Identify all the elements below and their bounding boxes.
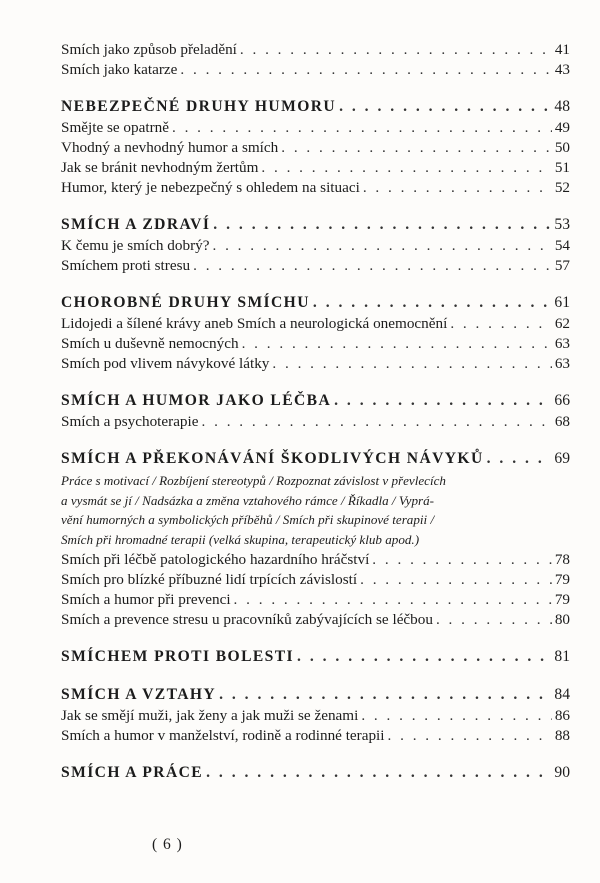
- toc-entry-page: 79: [554, 571, 570, 588]
- toc-entry-title: Smích a humor při prevenci: [61, 591, 231, 608]
- toc-heading-title: SMÍCH A HUMOR JAKO LÉČBA: [61, 392, 332, 409]
- toc-entry-title: Smích jako způsob přeladění: [61, 41, 237, 58]
- toc-heading-title: SMÍCH A VZTAHY: [61, 686, 217, 703]
- toc-section-heading: [61, 96, 570, 118]
- toc-heading-page: 48: [554, 98, 570, 115]
- toc-entry: [61, 138, 570, 158]
- toc-heading-title: SMÍCH A PRÁCE: [61, 764, 204, 781]
- subtopics-line: a vysmát se jí / Nadsázka a změna vztahového rámce / Říkadla / Vyprá-: [61, 492, 434, 508]
- dot-leader: [372, 550, 552, 570]
- toc-entry-title: Smích pro blízké příbuzné lidí trpících závislostí: [61, 571, 358, 588]
- toc-section-heading: [61, 390, 570, 412]
- toc-heading-title: SMÍCH A PŘEKONÁVÁNÍ ŠKODLIVÝCH NÁVYKŮ: [61, 450, 484, 467]
- dot-leader: [436, 610, 552, 630]
- toc-entry: [61, 590, 570, 610]
- toc-entry: [61, 60, 570, 80]
- toc-entry-title: Smích a humor v manželství, rodině a rodinné terapii: [61, 727, 385, 744]
- dot-leader: [361, 706, 551, 726]
- toc-entry-title: Smích a prevence stresu u pracovníků zabývajících se léčbou: [61, 611, 433, 628]
- toc-entry-page: 68: [554, 413, 570, 430]
- toc-section-heading: [61, 292, 570, 314]
- subtopics-line: Práce s motivací / Rozbíjení stereotypů / Rozpoznat závislost v převlecích: [61, 473, 446, 488]
- toc-entry: [61, 314, 570, 334]
- toc-heading-title: CHOROBNÉ DRUHY SMÍCHU: [61, 294, 310, 311]
- toc-heading-page: 84: [554, 686, 570, 703]
- dot-leader: [450, 314, 552, 334]
- toc-entry-page: 86: [554, 707, 570, 724]
- dot-leader: [339, 96, 551, 118]
- table-of-contents: [61, 40, 570, 784]
- toc-entry-page: 78: [554, 551, 570, 568]
- toc-entry-title: Smích u duševně nemocných: [61, 335, 239, 352]
- toc-entry-page: 49: [554, 119, 570, 136]
- toc-entry-page: 62: [554, 315, 570, 332]
- dot-leader: [172, 118, 552, 138]
- toc-entry-title: Vhodný a nevhodný humor a smích: [61, 139, 279, 156]
- toc-entry-page: 57: [554, 257, 570, 274]
- dot-leader: [334, 390, 551, 412]
- toc-section-heading: [61, 214, 570, 236]
- toc-heading-page: 90: [554, 764, 570, 781]
- toc-entry-page: 54: [554, 237, 570, 254]
- dot-leader: [202, 412, 552, 432]
- dot-leader: [242, 334, 552, 354]
- toc-entry: [61, 256, 570, 276]
- toc-entry-title: Smích jako katarze: [61, 61, 178, 78]
- toc-entry-page: 80: [554, 611, 570, 628]
- toc-heading-page: 69: [554, 450, 570, 467]
- dot-leader: [360, 570, 552, 590]
- toc-heading-title: SMÍCHEM PROTI BOLESTI: [61, 648, 295, 665]
- dot-leader: [206, 762, 551, 784]
- toc-entry: [61, 706, 570, 726]
- toc-entry: [61, 118, 570, 138]
- dot-leader: [388, 726, 552, 746]
- dot-leader: [487, 448, 552, 470]
- toc-entry: [61, 570, 570, 590]
- toc-entry: [61, 726, 570, 746]
- dot-leader: [193, 256, 552, 276]
- dot-leader: [240, 40, 552, 60]
- toc-entry-title: Jak se smějí muži, jak ženy a jak muži se ženami: [61, 707, 359, 724]
- toc-heading-page: 53: [554, 216, 570, 233]
- toc-entry: [61, 550, 570, 570]
- toc-entry-page: 63: [554, 335, 570, 352]
- toc-entry: [61, 610, 570, 630]
- toc-entry-page: 50: [554, 139, 570, 156]
- toc-section-heading: [61, 646, 570, 668]
- toc-entry-title: Jak se bránit nevhodným žertům: [61, 159, 259, 176]
- toc-entry-title: Smích pod vlivem návykové látky: [61, 355, 270, 372]
- dot-leader: [261, 158, 551, 178]
- toc-section-heading: [61, 762, 570, 784]
- toc-heading-page: 66: [554, 392, 570, 409]
- dot-leader: [272, 354, 551, 374]
- toc-entry-page: 41: [554, 41, 570, 58]
- dot-leader: [363, 178, 552, 198]
- toc-entry: [61, 412, 570, 432]
- toc-heading-title: SMÍCH A ZDRAVÍ: [61, 216, 211, 233]
- toc-entry: [61, 178, 570, 198]
- toc-entry-page: 51: [554, 159, 570, 176]
- toc-entry-page: 52: [554, 179, 570, 196]
- dot-leader: [313, 292, 552, 314]
- toc-entry: [61, 236, 570, 256]
- toc-section-heading: [61, 684, 570, 706]
- toc-entry-page: 63: [554, 355, 570, 372]
- toc-entry-page: 43: [554, 61, 570, 78]
- subtopics-line: Smích při hromadné terapii (velká skupina, terapeutický klub apod.): [61, 531, 420, 547]
- page-number: ( 6 ): [152, 836, 183, 853]
- dot-leader: [180, 60, 551, 80]
- toc-entry: [61, 334, 570, 354]
- dot-leader: [297, 646, 551, 668]
- dot-leader: [213, 214, 551, 236]
- toc-heading-page: 61: [554, 294, 570, 311]
- toc-entry-page: 79: [554, 591, 570, 608]
- subtopics-line: vění humorných a symbolických příběhů / Smích při skupinové terapii /: [61, 512, 435, 527]
- dot-leader: [234, 590, 552, 610]
- toc-entry-title: Smíchem proti stresu: [61, 257, 191, 274]
- toc-subtopics: [61, 471, 570, 549]
- toc-entry: [61, 354, 570, 374]
- toc-entry-title: Smích a psychoterapie: [61, 413, 199, 430]
- toc-entry-page: 88: [554, 727, 570, 744]
- toc-entry-title: Lidojedi a šílené krávy aneb Smích a neurologická onemocnění: [61, 315, 448, 332]
- dot-leader: [219, 684, 551, 706]
- toc-heading-page: 81: [554, 648, 570, 665]
- toc-entry-title: Smějte se opatrně: [61, 119, 169, 136]
- toc-entry: [61, 40, 570, 60]
- dot-leader: [281, 138, 552, 158]
- toc-entry-title: Humor, který je nebezpečný s ohledem na situaci: [61, 179, 360, 196]
- toc-heading-title: NEBEZPEČNÉ DRUHY HUMORU: [61, 98, 337, 115]
- toc-entry-title: Smích při léčbě patologického hazardního hráčství: [61, 551, 370, 568]
- dot-leader: [212, 236, 551, 256]
- toc-entry: [61, 158, 570, 178]
- toc-entry-title: K čemu je smích dobrý?: [61, 237, 210, 254]
- toc-section-heading: [61, 448, 570, 470]
